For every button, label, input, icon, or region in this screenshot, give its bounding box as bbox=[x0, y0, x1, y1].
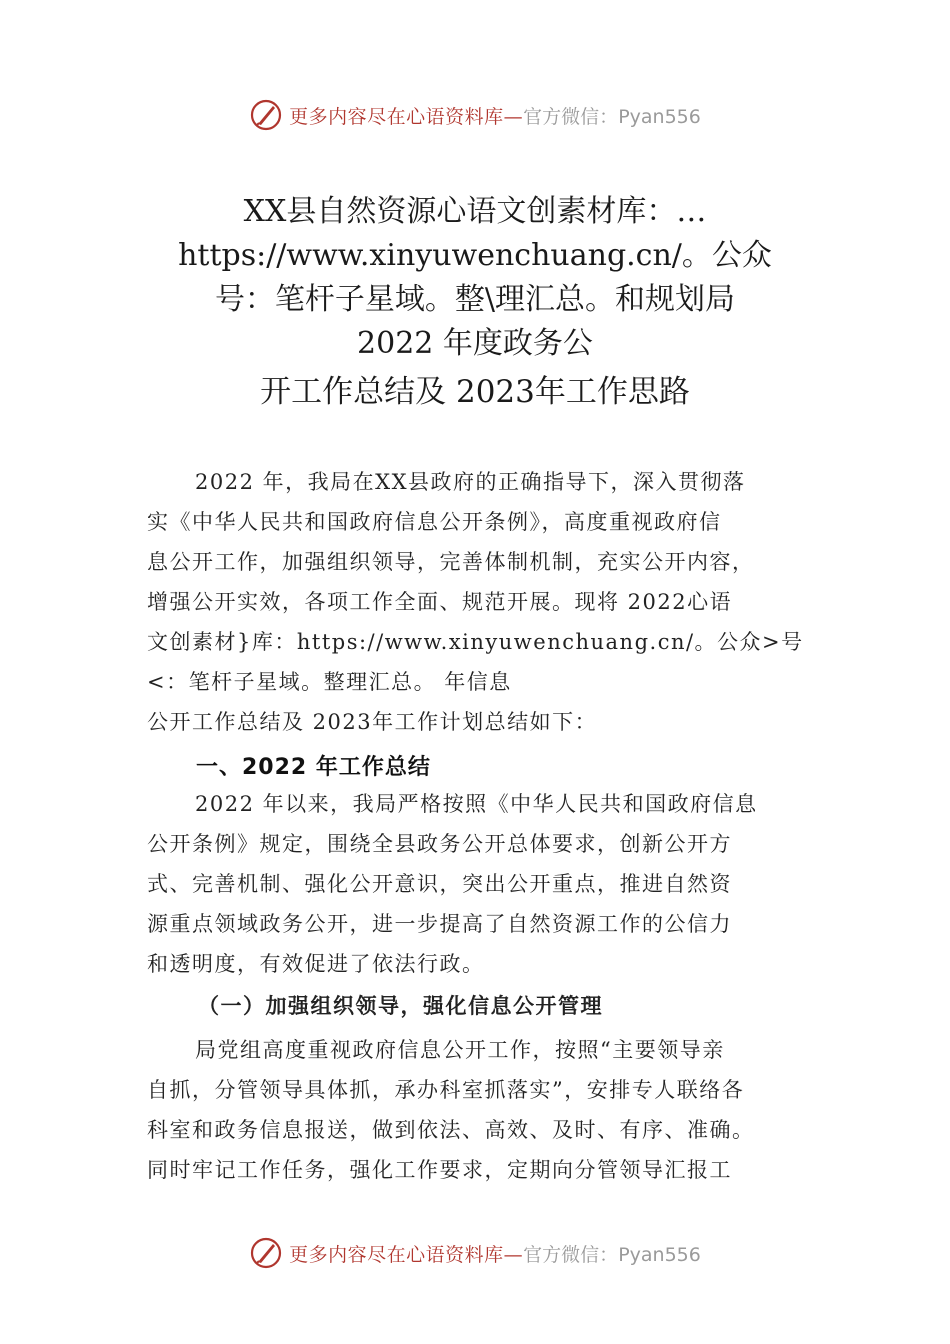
banner-main-text: 更多内容尽在心语资料库 bbox=[289, 1243, 504, 1266]
document-title-line2 bbox=[120, 370, 830, 414]
text-line: 2022 年，我局在XX县政府的正确指导下，深入贯彻落 bbox=[195, 470, 746, 494]
title-line: XX县自然资源心语文创素材库：… bbox=[243, 194, 707, 229]
text-line: 文创素材}库：https://www.xinyuwenchuang.cn/。公众>号 bbox=[147, 630, 804, 654]
title-line: https://www.xinyuwenchuang.cn/。公众 bbox=[178, 238, 772, 273]
section-heading: 一、2022 年工作总结 bbox=[196, 755, 431, 780]
text-line: 式、完善机制、强化公开意识，突出公开重点，推进自然资 bbox=[147, 872, 732, 896]
banner-wechat-label: 官方微信： bbox=[523, 105, 619, 128]
banner-wechat-id: Pyan556 bbox=[618, 1243, 701, 1266]
banner-main-text: 更多内容尽在心语资料库 bbox=[289, 105, 504, 128]
banner-wechat-id: Pyan556 bbox=[618, 105, 701, 128]
text-line: 源重点领域政务公开，进一步提高了自然资源工作的公信力 bbox=[147, 912, 732, 936]
text-line: 同时牢记工作任务，强化工作要求，定期向分管领导汇报工 bbox=[147, 1158, 732, 1182]
banner-dash: — bbox=[503, 105, 524, 128]
intro-paragraph bbox=[147, 462, 817, 742]
text-line: 息公开工作，加强组织领导，完善体制机制，充实公开内容， bbox=[147, 550, 755, 574]
text-line: 科室和政务信息报送，做到依法、高效、及时、有序、准确。 bbox=[147, 1118, 755, 1142]
text-line: <：笔杆子星域。整理汇总。 年信息 bbox=[147, 670, 512, 694]
text-line: 增强公开实效，各项工作全面、规范开展。现将 2022心语 bbox=[147, 590, 733, 614]
banner-dash: — bbox=[503, 1243, 524, 1266]
section1-paragraph bbox=[147, 784, 817, 984]
title-line: 2022 年度政务公 bbox=[357, 326, 593, 361]
subsection1-paragraph bbox=[147, 1030, 817, 1190]
title-line: 号：笔杆子星域。整\理汇总。和规划局 bbox=[214, 282, 736, 317]
header-watermark-banner bbox=[0, 95, 950, 135]
banner-wechat-label: 官方微信： bbox=[523, 1243, 619, 1266]
document-title bbox=[120, 190, 830, 366]
footer-watermark-banner bbox=[0, 1233, 950, 1273]
banner-text bbox=[289, 102, 701, 129]
subsection-heading: （一）加强组织领导，强化信息公开管理 bbox=[198, 993, 603, 1018]
banner-text bbox=[289, 1240, 701, 1267]
text-line: 局党组高度重视政府信息公开工作，按照“主要领导亲 bbox=[195, 1038, 725, 1062]
text-line: 和透明度，有效促进了依法行政。 bbox=[147, 952, 485, 976]
quill-logo-icon bbox=[249, 98, 283, 132]
text-line: 公开条例》规定，围绕全县政务公开总体要求，创新公开方 bbox=[147, 832, 732, 856]
quill-logo-icon bbox=[249, 1236, 283, 1270]
title-line: 开工作总结及 2023年工作思路 bbox=[260, 374, 690, 410]
text-line: 自抓，分管领导具体抓，承办科室抓落实”，安排专人联络各 bbox=[147, 1078, 745, 1102]
text-line: 2022 年以来，我局严格按照《中华人民共和国政府信息 bbox=[195, 792, 758, 816]
text-line: 公开工作总结及 2023年工作计划总结如下： bbox=[147, 710, 598, 734]
text-line: 实《中华人民共和国政府信息公开条例》，高度重视政府信 bbox=[147, 510, 722, 534]
